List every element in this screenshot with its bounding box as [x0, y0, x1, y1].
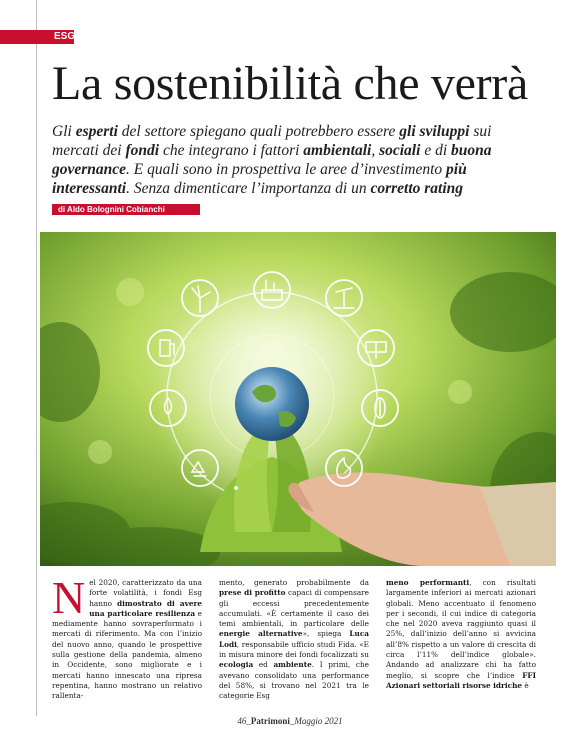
emphasis-text: sociali: [379, 142, 421, 159]
page-footer: 46_Patrimoni_Maggio 2021: [237, 716, 343, 726]
body-text: capaci di compensare gli eccessi precedentemente accumulati. «È certamente il caso dei temi ambientali, in particolare delle: [219, 588, 369, 629]
emphasis-text: ecologia: [219, 660, 254, 670]
hero-image: [40, 232, 556, 566]
emphasis-text: esperti: [75, 123, 118, 140]
emphasis-text: fondi: [125, 142, 160, 159]
emphasis-text: corretto rating: [370, 180, 464, 197]
body-text: che integrano i fattori: [159, 142, 304, 159]
body-text: . E quali sono in prospettiva le aree d’investimento: [126, 161, 447, 178]
body-text: e di: [420, 142, 451, 159]
issue-date: Maggio 2021: [294, 716, 343, 726]
body-text: el 2020, caratterizzato da una forte volatilità, i fondi Esg hanno: [89, 578, 202, 608]
emphasis-text: prese di profitto: [219, 588, 286, 598]
emphasis-text: energie alternative: [219, 629, 303, 639]
body-text: è: [522, 680, 529, 690]
body-text: ,: [371, 142, 380, 159]
page-number: 46: [237, 716, 247, 726]
emphasis-text: buona governance: [52, 142, 492, 178]
article-subtitle: [52, 122, 537, 198]
emphasis-text: più interessanti: [52, 161, 467, 197]
body-text: sui mercati dei: [52, 123, 492, 159]
body-text: . I primi, che avevano consolidato una performance del 58%, si trovano nel 2021 tra le categorie Esg: [219, 660, 369, 701]
body-text: del settore spiegano quali potrebbero essere: [117, 123, 400, 140]
emphasis-text: gli sviluppi: [399, 123, 470, 140]
body-text: mento, generato probabilmente da: [219, 578, 369, 587]
emphasis-text: dimostrato di avere una particolare resilienza: [89, 598, 202, 618]
body-text: , con risultati largamente inferiori ai mercati azionari globali. Meno accentuato il fenomeno per i secondi, il cui indice di categoria che nel 2020 aveva raggiunto quasi il 25%, dall’inizio dell’anno si avvicina all’8% rispetto a un valore di crescita di circa l’11% dell’indice globale». Andando ad analizzare chi ha fatto meglio, si scopre che l’indice: [386, 578, 536, 680]
body-text: e mediamente hanno sovraperformato i mercati di riferimento. Ma con l’inizio del nuovo anno, quando le prospettive sulla gestione della pandemia, almeno in Occidente, sono migliorate e i mercati hanno innescato una ripresa repentina, hanno mostrano un relativo rallenta-: [52, 608, 203, 701]
hero-illustration: [40, 232, 556, 566]
drop-cap: N: [52, 572, 86, 623]
emphasis-text: FFI Azionari settoriali risorse idriche: [386, 670, 536, 690]
section-tag: ESG: [0, 30, 74, 44]
emphasis-text: ambientali: [303, 142, 372, 159]
body-column-3: [386, 578, 536, 691]
body-column-1: [52, 572, 203, 702]
body-text: », spiega: [302, 629, 350, 639]
body-text: Gli: [52, 123, 76, 140]
article-body: [52, 572, 536, 708]
emphasis-text: ambiente: [273, 660, 312, 670]
emphasis-text: meno performanti: [386, 578, 470, 587]
page-margin-rule: [36, 0, 37, 716]
body-text: , responsabile ufficio studi Fida. «E in misura minore dei fondi focalizzati su: [219, 639, 369, 660]
body-text: . Senza dimenticare l’importanza di un: [126, 180, 371, 197]
emphasis-text: Luca Lodi: [219, 629, 369, 649]
body-text: ed: [253, 660, 274, 670]
body-column-2: [219, 578, 369, 702]
byline: di Aldo Bolognini Cobianchi: [52, 204, 200, 215]
article-title: La sostenibilità che verrà: [52, 57, 528, 110]
magazine-name: Patrimoni: [250, 716, 290, 726]
